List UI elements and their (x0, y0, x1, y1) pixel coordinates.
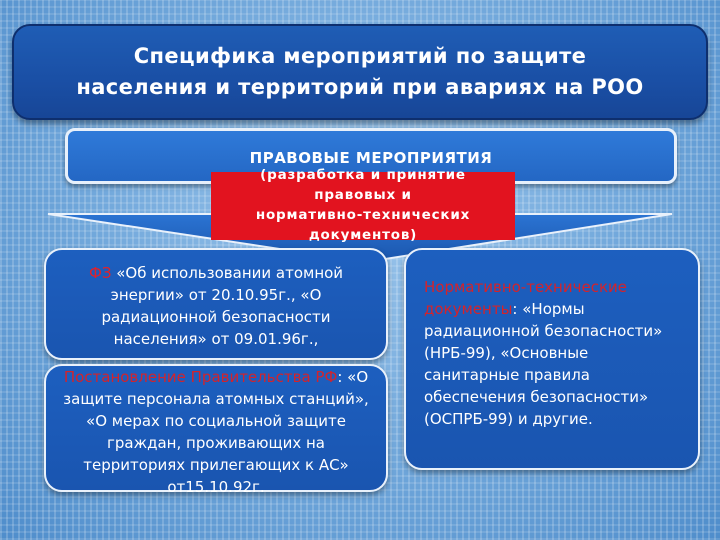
title-panel (12, 24, 708, 120)
fz-card (44, 248, 388, 360)
section-title: ПРАВОВЫЕ МЕРОПРИЯТИЯ (249, 149, 493, 167)
fz-label: ФЗ (88, 264, 112, 282)
section-subtitle: (разработка и принятие правовых и нормативно-технических документов) (255, 167, 471, 243)
normative-label: Нормативно-технические документы (424, 278, 627, 318)
resolution-label: Постановление Правительства РФ (63, 368, 338, 386)
resolution-text: : «О защите персонала атомных станций», «О мерах по социальной защите граждан, проживающих на территориях прилегающих к АС» от15.10.92г. (63, 368, 369, 496)
page-title: Специфика мероприятий по защите населения и территорий при авариях на РОО (76, 44, 644, 99)
normative-text: : «Нормы радиационной безопасности» (НРБ-99), «Основные санитарные правила обеспечения безопасности» (ОСПРБ-99) и другие. (424, 300, 663, 428)
fz-text: «Об использовании атомной энергии» от 20.10.95г., «О радиационной безопасности населения» от 09.01.96г., (101, 264, 344, 348)
section-subtitle-box (211, 167, 515, 243)
resolution-card (44, 364, 388, 496)
normative-card (404, 248, 700, 470)
